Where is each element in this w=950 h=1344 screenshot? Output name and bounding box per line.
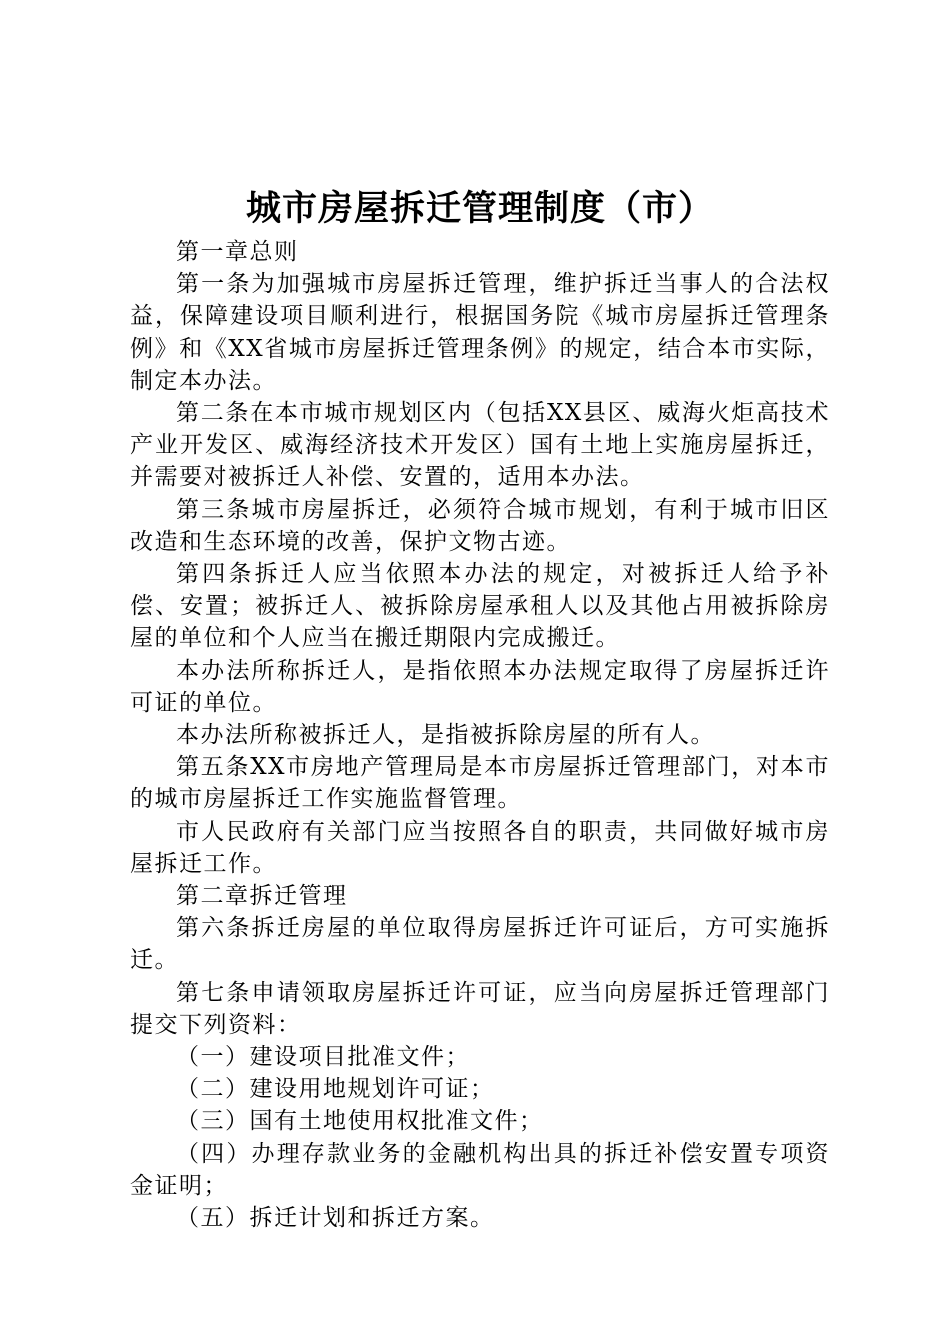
article-6: 第六条拆迁房屋的单位取得房屋拆迁许可证后，方可实施拆迁。 (130, 915, 830, 974)
article-7-item-3: （三）国有土地使用权批准文件； (176, 1108, 544, 1135)
article-7-item-4: （四）办理存款业务的金融机构出具的拆迁补偿安置专项资金证明； (130, 1140, 830, 1199)
article-4: 第四条拆迁人应当依照本办法的规定，对被拆迁人给予补偿、安置；被拆迁人、被拆除房屋承租人以及其他占用被拆除房屋的单位和个人应当在搬迁期限内完成搬迁。 (130, 561, 830, 652)
article-2: 第二条在本市城市规划区内（包括XX县区、威海火炬高技术产业开发区、威海经济技术开发区）国有土地上实施房屋拆迁，并需要对被拆迁人补偿、安置的，适用本办法。 (130, 400, 830, 491)
article-3: 第三条城市房屋拆迁，必须符合城市规划，有利于城市旧区改造和生态环境的改善，保护文物古迹。 (130, 496, 830, 555)
article-7-item-2: （二）建设用地规划许可证； (176, 1076, 495, 1103)
document-title: 城市房屋拆迁管理制度（市） (245, 188, 714, 229)
article-5: 第五条XX市房地产管理局是本市房屋拆迁管理部门，对本市的城市房屋拆迁工作实施监督管理。 (130, 754, 830, 813)
article-7-item-1: （一）建设项目批准文件； (176, 1044, 470, 1071)
chapter-1-heading: 第一章总则 (176, 239, 299, 265)
article-7: 第七条申请领取房屋拆迁许可证，应当向房屋拆迁管理部门提交下列资料： (130, 979, 830, 1038)
article-1: 第一条为加强城市房屋拆迁管理，维护拆迁当事人的合法权益，保障建设项目顺利进行，根据国务院《城市房屋拆迁管理条例》和《XX省城市房屋拆迁管理条例》的规定，结合本市实际，制定本办法。 (130, 271, 830, 394)
chapter-2-heading: 第二章拆迁管理 (176, 883, 348, 910)
article-4-definition-2: 本办法所称被拆迁人，是指被拆除房屋的所有人。 (176, 722, 715, 749)
article-5-paragraph-2: 市人民政府有关部门应当按照各自的职责，共同做好城市房屋拆迁工作。 (130, 818, 830, 877)
document-page (130, 184, 830, 1234)
article-4-definition-1: 本办法所称拆迁人，是指依照本办法规定取得了房屋拆迁许可证的单位。 (130, 657, 830, 716)
article-7-item-5: （五）拆迁计划和拆迁方案。 (176, 1205, 495, 1232)
